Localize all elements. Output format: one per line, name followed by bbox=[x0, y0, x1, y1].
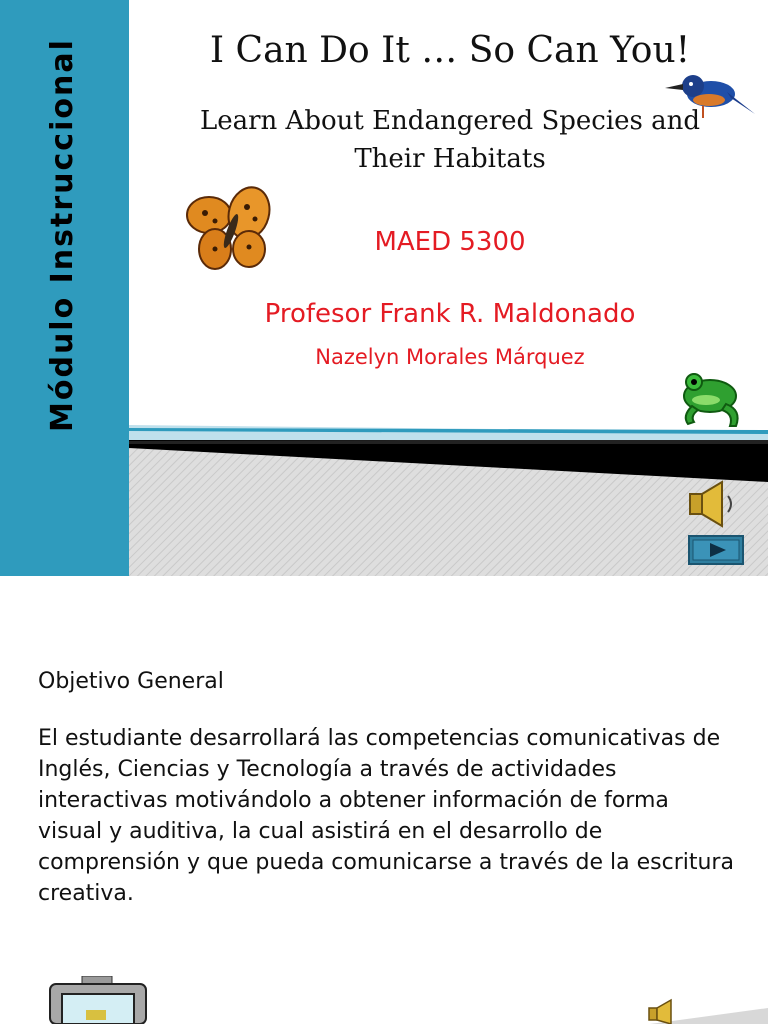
kingfisher-bird-icon bbox=[665, 68, 757, 128]
objective-heading: Objetivo General bbox=[38, 669, 224, 694]
slide-subtitle: Learn About Endangered Species and Their Habitats bbox=[199, 106, 701, 174]
butterfly-icon bbox=[185, 185, 273, 277]
speaker-icon[interactable] bbox=[684, 478, 740, 530]
student-name: Nazelyn Morales Márquez bbox=[315, 345, 585, 369]
sidebar-label: Módulo Instruccional bbox=[45, 38, 80, 432]
course-code: MAED 5300 bbox=[374, 227, 526, 257]
next-slide-button[interactable] bbox=[688, 535, 744, 565]
professor-name: Profesor Frank R. Maldonado bbox=[264, 299, 636, 329]
next-arrow-icon bbox=[690, 537, 742, 563]
objective-body: El estudiante desarrollará las competencias comunicativas de Inglés, Ciencias y Tecnología a través de actividades interactivas motivándolo a obtener información de forma visual y auditiva, la cual asistirá en el desarrollo de comprensión y que pueda comunicarse a través de la escritura creativa. bbox=[38, 726, 734, 906]
speaker-icon[interactable] bbox=[645, 998, 685, 1024]
slide-title-text: I Can Do It … So Can You! bbox=[209, 30, 691, 71]
frog-icon bbox=[676, 360, 748, 430]
handheld-device-icon bbox=[48, 976, 148, 1024]
